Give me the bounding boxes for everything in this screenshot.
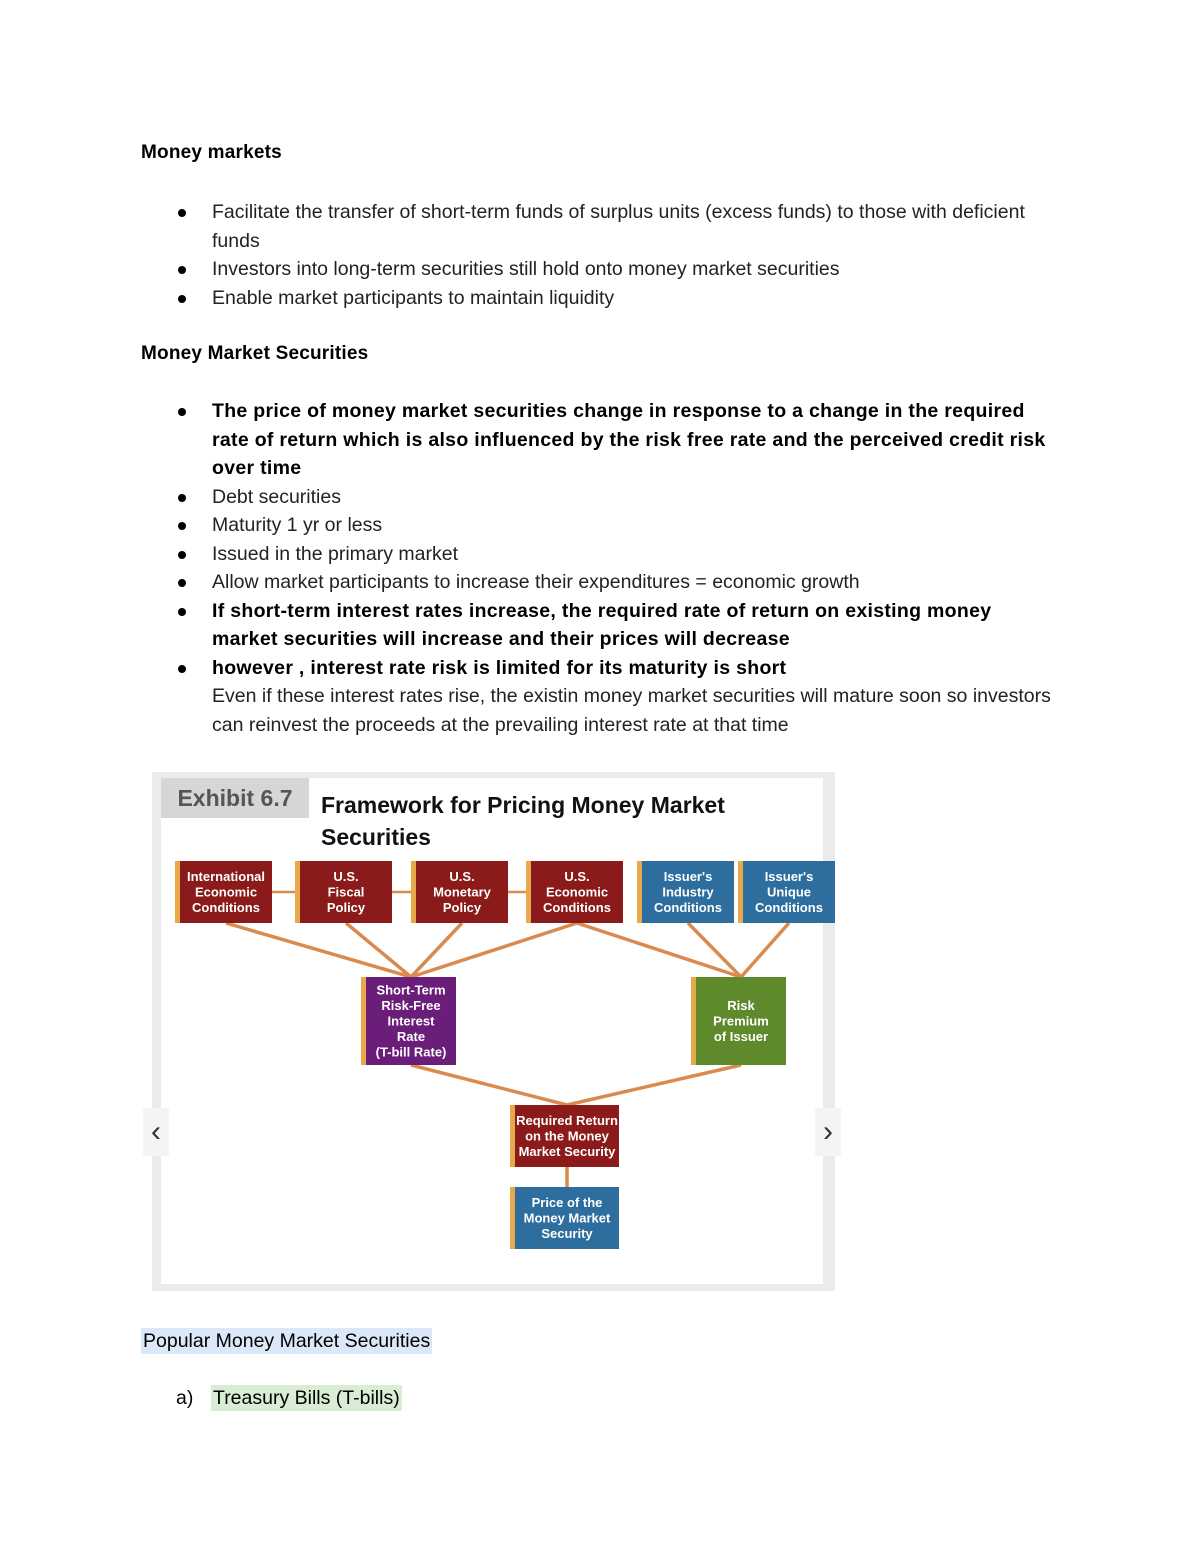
connector-arrow — [567, 1065, 741, 1105]
list-item: Maturity 1 yr or less — [141, 511, 1051, 540]
node-premium — [691, 977, 786, 1065]
node-label: Issuer's — [663, 869, 713, 884]
list-item: Investors into long-term securities still hold onto money market securities — [141, 255, 1051, 284]
chevron-right-icon[interactable] — [815, 1108, 841, 1156]
list-item: The price of money market securities change in response to a change in the required rate of return which is also influenced by the risk free rate and the perceived credit risk over time — [141, 397, 1051, 483]
node-riskfree — [361, 977, 456, 1065]
node-unique — [738, 861, 835, 923]
node-label: Risk — [727, 998, 755, 1013]
exhibit-title: Framework for Pricing Money Market Securities — [321, 792, 725, 850]
node-label: Economic — [194, 884, 258, 900]
money-market-securities-list — [141, 397, 1051, 739]
node-label: Monetary — [433, 884, 491, 900]
connector-arrow — [226, 923, 411, 977]
node-industry — [637, 861, 734, 923]
node-label: Premium — [713, 1013, 769, 1029]
section-heading-money-markets: Money markets — [141, 142, 282, 163]
node-economic — [526, 861, 623, 923]
list-item: If short-term interest rates increase, the required rate of return on existing money market securities will increase and their prices will decrease — [141, 597, 1051, 654]
connector-arrow — [741, 923, 789, 977]
node-label: Risk-Free — [381, 998, 441, 1013]
money-markets-list — [141, 198, 1051, 312]
list-item — [141, 654, 1051, 740]
list-item: Allow market participants to increase their expenditures = economic growth — [141, 568, 1051, 597]
chevron-left-icon[interactable] — [143, 1108, 169, 1156]
node-label: Industry — [662, 884, 714, 900]
node-required — [510, 1105, 619, 1167]
node-label: U.S. — [564, 869, 590, 884]
node-label: Market Security — [518, 1144, 616, 1159]
list-marker: a) — [176, 1387, 194, 1409]
node-label: of Issuer — [713, 1029, 769, 1044]
node-label: Money Market — [523, 1210, 611, 1226]
node-label: Conditions — [543, 900, 611, 915]
node-label: Price of the — [531, 1195, 603, 1210]
list-item: Debt securities — [141, 483, 1051, 512]
node-label: International — [186, 869, 266, 884]
node-label: U.S. — [449, 869, 475, 884]
section-heading-money-market-securities: Money Market Securities — [141, 343, 369, 364]
node-label: (T-bill Rate) — [375, 1044, 447, 1060]
node-label: Policy — [442, 900, 482, 915]
list-item-text: however , interest rate risk is limited for its maturity is short — [212, 656, 787, 679]
highlighted-heading: Popular Money Market Securities — [143, 1330, 431, 1352]
exhibit-figure — [152, 772, 835, 1291]
node-label: Conditions — [654, 900, 722, 915]
exhibit-tag: Exhibit 6.7 — [161, 778, 309, 818]
chevron-right-glyph: › — [823, 1115, 833, 1148]
chevron-left-glyph: ‹ — [151, 1115, 161, 1148]
node-label: Short-Term — [376, 982, 446, 998]
node-label: Required Return — [516, 1113, 618, 1128]
node-label: Unique — [766, 884, 812, 900]
node-label: on the Money — [525, 1128, 609, 1144]
section-heading-popular-securities — [141, 1330, 432, 1353]
connector-arrow — [411, 1065, 567, 1105]
node-label: Conditions — [755, 900, 823, 915]
node-label: Conditions — [192, 900, 260, 915]
node-label: Interest — [387, 1013, 435, 1029]
list-item: Issued in the primary market — [141, 540, 1051, 569]
list-item: Enable market participants to maintain liquidity — [141, 284, 1051, 313]
node-label: Policy — [326, 900, 366, 915]
node-label: Economic — [545, 884, 609, 900]
node-label: Rate — [396, 1029, 426, 1044]
node-monetary — [411, 861, 508, 923]
list-item: Facilitate the transfer of short-term funds of surplus units (excess funds) to those with deficient funds — [141, 198, 1051, 255]
pricing-framework-diagram — [152, 772, 835, 1291]
node-fiscal — [295, 861, 392, 923]
node-label: Fiscal — [327, 884, 365, 900]
node-label: U.S. — [333, 869, 359, 884]
node-label: Security — [541, 1226, 593, 1241]
highlighted-item: Treasury Bills (T-bills) — [213, 1387, 400, 1409]
node-international — [175, 861, 272, 923]
list-item-note: Even if these interest rates rise, the existin money market securities will mature soon so investors can reinvest the proceeds at the prevailing interest rate at that time — [212, 685, 1051, 736]
node-price — [510, 1187, 619, 1249]
node-label: Issuer's — [764, 869, 814, 884]
list-item-treasury-bills — [176, 1387, 402, 1410]
